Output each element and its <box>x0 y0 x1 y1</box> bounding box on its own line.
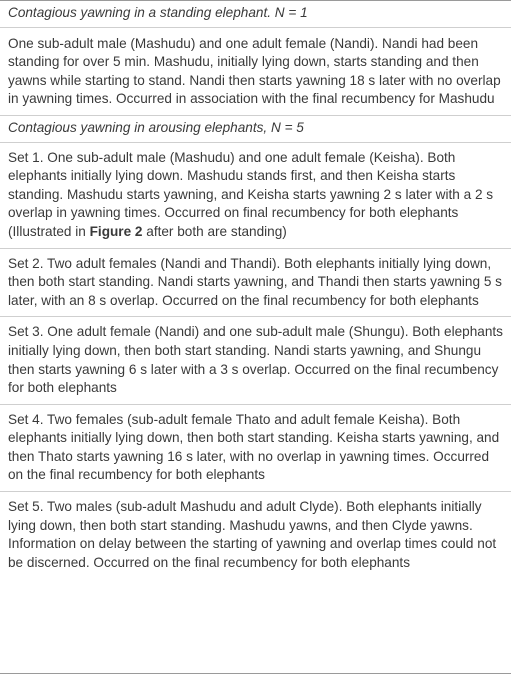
row-text: Set 1. One sub-adult male (Mashudu) and one adult female (Keisha). Both elephants initially lying down. Mashudu stands first, and then Keisha starts standing. Mashudu starts yawning, and Keisha starts yawning 2 s later with a 2 s overlap in yawning times. Occurred on final recumbency for both elephants (Illustrated in <box>8 149 494 239</box>
row-text-after: after both are standing) <box>142 223 287 239</box>
row-text: One sub-adult male (Mashudu) and one adult female (Nandi). Nandi had been standing for over 5 min. Mashudu, initially lying down, starts standing and then yawns while starting to stand. Nandi then starts yawning 18 s later with no overlap in yawning times. Occurred in association with the final recumbency for Mashudu <box>8 35 501 107</box>
section-header-arousing <box>0 116 511 143</box>
table-row-set-1 <box>0 143 511 249</box>
row-text: Set 3. One adult female (Nandi) and one sub-adult male (Shungu). Both elephants initially lying down, then both start standing. Nandi starts yawning, and Shungu then starts yawning 6 s later with a 3 s overlap. Occurred on the final recumbency for both elephants <box>8 324 503 396</box>
section-header-standing <box>0 1 511 28</box>
row-text: Set 5. Two males (sub-adult Mashudu and adult Clyde). Both elephants initially lying down, then both start standing. Mashudu yawns, and then Clyde yawns. Information on delay between the starting of yawning and overlap times could not be discerned. Occurred on the final recumbency for both elephants <box>8 499 497 570</box>
table-row <box>0 28 511 116</box>
row-text: Set 4. Two females (sub-adult female Thato and adult female Keisha). Both elephants initially lying down, then both start standing. Keisha starts yawning, and then Thato starts yawning 16 s later, with no overlap in yawning times. Occurred on the final recumbency for both elephants <box>8 411 500 483</box>
table-row-set-4 <box>0 405 511 492</box>
section-header-text: Contagious yawning in a standing elephant. N = 1 <box>8 5 308 20</box>
table-row-set-5 <box>0 492 511 578</box>
table-row-set-3 <box>0 317 511 404</box>
row-text: Set 2. Two adult females (Nandi and Thandi). Both elephants initially lying down, then both start standing. Nandi starts yawning, and Thandi then starts yawning 5 s later, with an 8 s overlap. Occurred on the final recumbency for both elephants <box>8 255 502 308</box>
figure-reference: Figure 2 <box>89 223 143 239</box>
section-header-text: Contagious yawning in arousing elephants, N = 5 <box>8 119 304 135</box>
table-row-set-2 <box>0 249 511 318</box>
